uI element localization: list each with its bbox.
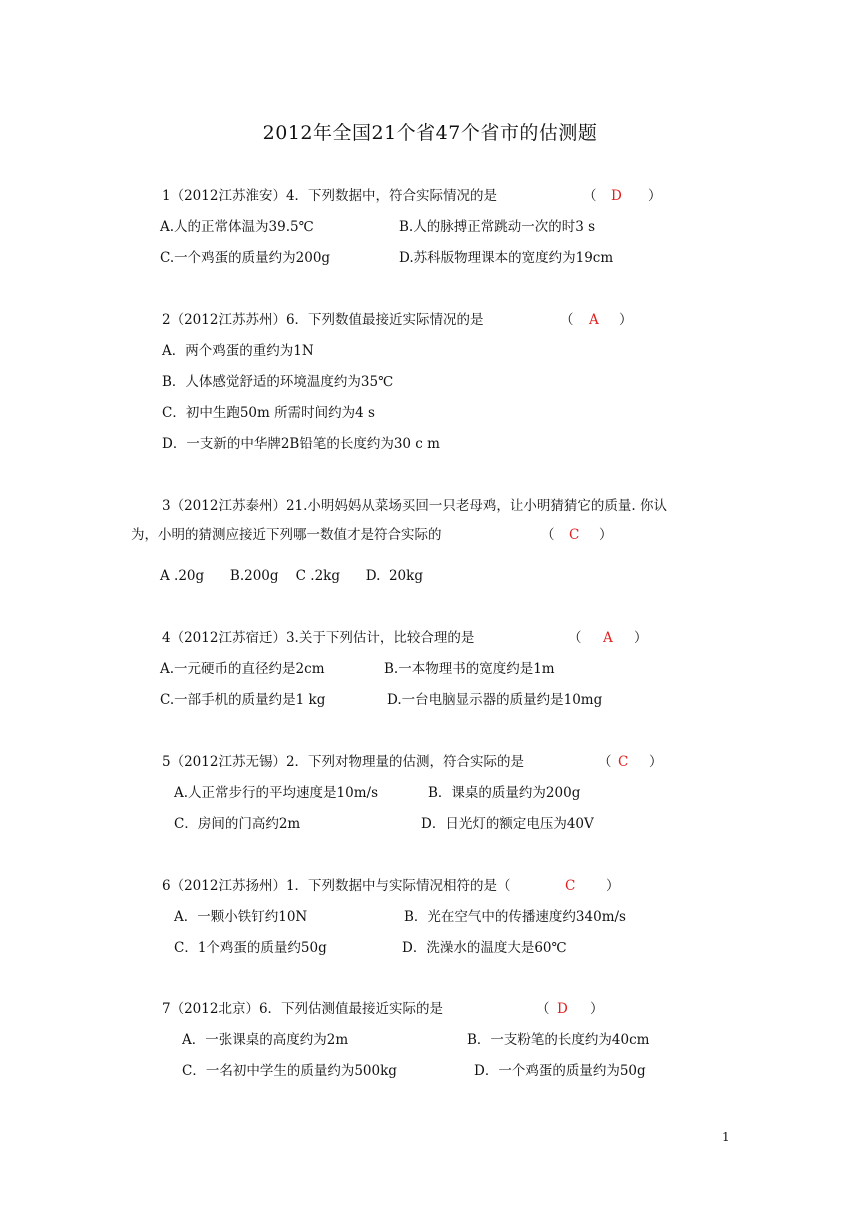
q5-option-a: A.人正常步行的平均速度是10m/s xyxy=(174,785,378,801)
q4-paren-open: （ xyxy=(568,630,582,646)
q4-option-d: D.一台电脑显示器的质量约是10mg xyxy=(387,692,603,708)
q6-option-d: D．洗澡水的温度大是60℃ xyxy=(402,940,567,956)
q5-option-b: B．课桌的质量约为200g xyxy=(428,785,581,801)
q1-option-c: C.一个鸡蛋的质量约为200g xyxy=(160,250,331,266)
q3-paren-close: ） xyxy=(599,527,613,543)
q2-option-c: C．初中生跑50m 所需时间约为4 s xyxy=(162,405,375,421)
q6-option-b: B．光在空气中的传播速度约340m/s xyxy=(404,909,626,925)
q1-option-a: A.人的正常体温为39.5℃ xyxy=(160,219,314,235)
q1-paren-close: ） xyxy=(648,188,662,204)
q2-option-d: D．一支新的中华牌2B铅笔的长度约为30 c m xyxy=(162,436,440,452)
q2-option-a: A．两个鸡蛋的重约为1N xyxy=(162,343,314,359)
q5-paren-open: （ xyxy=(598,754,612,770)
q2-option-b: B．人体感觉舒适的环境温度约为35℃ xyxy=(162,374,394,390)
q3-answer: C xyxy=(569,527,580,543)
q6-option-a: A．一颗小铁钉约10N xyxy=(174,909,308,925)
q5-answer: C xyxy=(618,754,629,770)
q4-option-b: B.一本物理书的宽度约是1m xyxy=(384,661,555,677)
q7-stem: 7（2012北京）6．下列估测值最接近实际的是 xyxy=(162,1001,444,1017)
q7-paren-close: ） xyxy=(590,1001,604,1017)
q7-option-c: C．一名初中学生的质量约为500kg xyxy=(182,1063,397,1079)
q2-paren-open: （ xyxy=(560,312,574,328)
q1-answer: D xyxy=(611,188,622,204)
q7-option-a: A．一张课桌的高度约为2m xyxy=(182,1032,349,1048)
q1-option-d: D.苏科版物理课本的宽度约为19cm xyxy=(399,250,614,266)
page-number: 1 xyxy=(722,1130,730,1144)
q6-paren-close: ） xyxy=(606,878,620,894)
q7-option-b: B．一支粉笔的长度约为40cm xyxy=(467,1032,650,1048)
q7-answer: D xyxy=(557,1001,568,1017)
q2-answer: A xyxy=(589,312,599,328)
q7-paren-open: （ xyxy=(536,1001,550,1017)
q6-option-c: C．1个鸡蛋的质量约50g xyxy=(174,940,327,956)
q4-option-a: A.一元硬币的直径约是2cm xyxy=(160,661,325,677)
q3-stem-line2: 为，小明的猜测应接近下列哪一数值才是符合实际的 xyxy=(131,527,442,543)
q3-options: A .20g B.200g C .2kg D. 20kg xyxy=(160,568,423,584)
page-title: 2012年全国21个省47个省市的估测题 xyxy=(262,122,598,144)
q5-option-c: C．房间的门高约2m xyxy=(174,816,301,832)
q1-stem: 1（2012江苏淮安）4．下列数据中，符合实际情况的是 xyxy=(162,188,498,204)
q4-option-c: C.一部手机的质量约是1 kg xyxy=(160,692,326,708)
q4-answer: A xyxy=(603,630,613,646)
q6-stem: 6（2012江苏扬州）1．下列数据中与实际情况相符的是（ xyxy=(162,878,511,894)
q5-stem: 5（2012江苏无锡）2．下列对物理量的估测，符合实际的是 xyxy=(162,754,525,770)
q3-stem-line1: 3（2012江苏泰州）21.小明妈妈从菜场买回一只老母鸡，让小明猜猜它的质量. 你认 xyxy=(162,498,667,514)
q6-answer: C xyxy=(565,878,576,894)
q7-option-d: D．一个鸡蛋的质量约为50g xyxy=(474,1063,646,1079)
q3-paren-open: （ xyxy=(541,527,555,543)
q4-paren-close: ） xyxy=(634,630,648,646)
q2-paren-close: ） xyxy=(619,312,633,328)
q2-stem: 2（2012江苏苏州）6．下列数值最接近实际情况的是 xyxy=(162,312,484,328)
q5-option-d: D．日光灯的额定电压为40V xyxy=(421,816,594,832)
q4-stem: 4（2012江苏宿迁）3.关于下列估计，比较合理的是 xyxy=(162,630,475,646)
q5-paren-close: ） xyxy=(649,754,663,770)
q1-option-b: B.人的脉搏正常跳动一次的时3 s xyxy=(399,219,596,235)
q1-paren-open: （ xyxy=(583,188,597,204)
